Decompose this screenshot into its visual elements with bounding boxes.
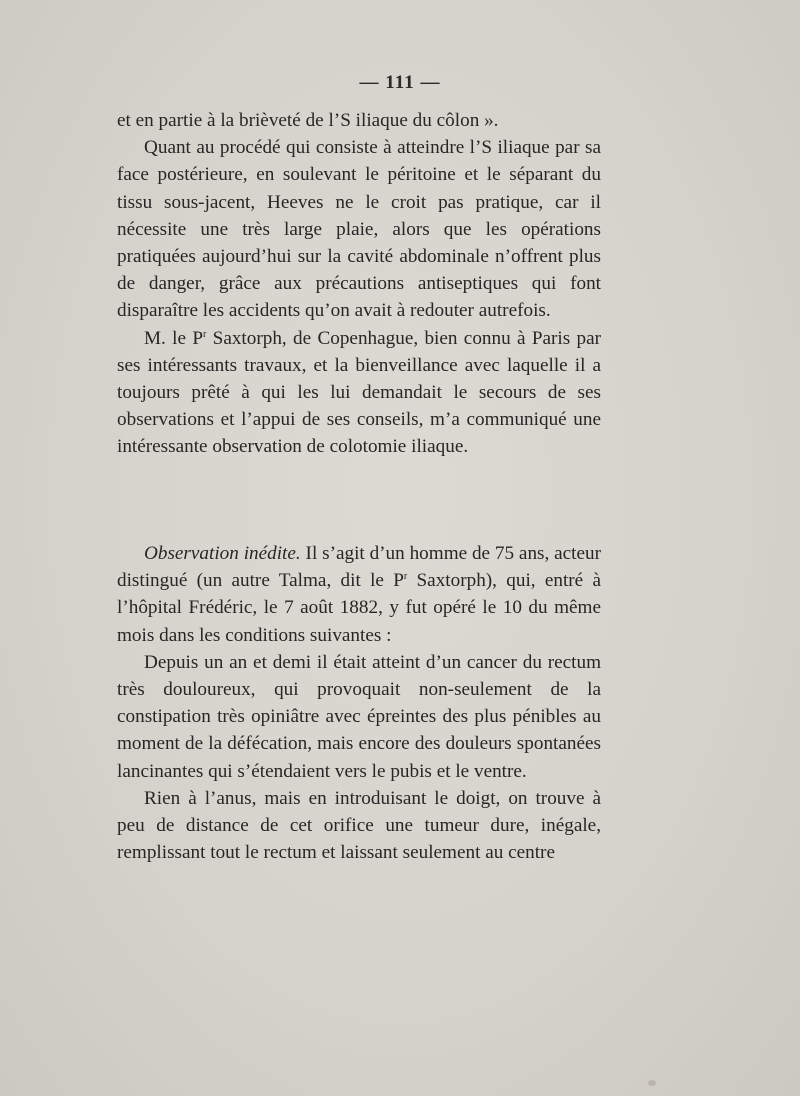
observation-text-after: Saxtorph), qui, entré à l’hôpital Frédéric, le 7 août 1882, y fut opéré le 10 du même mois dans les conditions suivantes :: [117, 570, 601, 646]
saxtorph-text-before: M. le P: [144, 327, 203, 349]
paragraph-procedure: Quant au procédé qui consiste à atteindre l’S iliaque par sa face postérieure, en soulevant le péritoine et le séparant du tissu sous-jacent, Heeves ne le croit pas pratique, car il nécessite une très large plaie, alors que les opérations pratiquées aujourd’hui sur la cavité abdominale n’offrent plus de danger, grâce aux précautions antiseptiques qui font disparaître les accidents qu’on avait à redouter autrefois.: [117, 137, 601, 322]
paper-smudge: [648, 1080, 656, 1086]
text-block-lower: [117, 540, 601, 866]
page-number: — 111 —: [359, 72, 441, 93]
saxtorph-text-after: Saxtorph, de Copenhague, bien connu à Paris par ses intéressants travaux, et la bienveillance avec laquelle il a toujours prêté à qui les lui demandait le secours de ses observations et l’appui de ses conseils, m’a communiqué une intéressante observation de colotomie iliaque.: [117, 327, 601, 458]
observation-superscript: r: [403, 571, 408, 583]
observation-label: Observation inédite.: [144, 543, 301, 564]
text-block-upper: [117, 107, 601, 461]
observation-text-before: Il s’agit d’un homme de 75 ans, acteur distingué (un autre Talma, dit le P: [117, 543, 602, 592]
paragraph-examination: Rien à l’anus, mais en introduisant le doigt, on trouve à peu de distance de cet orifice une tumeur dure, inégale, remplissant tout le rectum et laissant seulement au centre: [117, 787, 601, 864]
saxtorph-superscript: r: [203, 328, 207, 340]
paragraph-symptoms: Depuis un an et demi il était atteint d’un cancer du rectum très douloureux, qui provoquait non-seulement de la constipation très opiniâtre avec épreintes des plus pénibles au moment de la défécation, mais encore des douleurs spontanées lancinantes qui s’étendaient vers le pubis et le ventre.: [117, 651, 601, 782]
paragraph-observation: [117, 540, 601, 649]
paragraph-saxtorph: [117, 325, 601, 461]
paragraph-continuation: et en partie à la brièveté de l’S iliaque du côlon ».: [117, 110, 499, 131]
